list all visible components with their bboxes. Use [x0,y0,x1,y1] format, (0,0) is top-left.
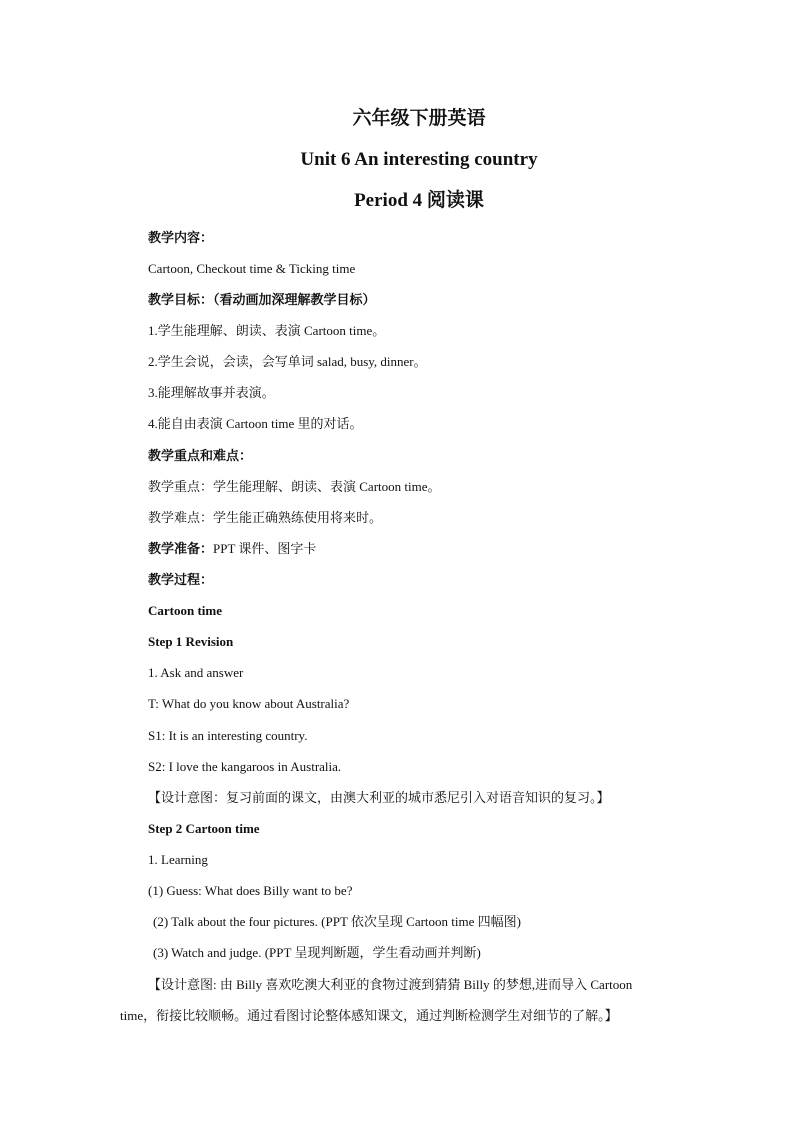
section-title: Cartoon time [148,603,223,618]
step2-design-note-line2: time，衔接比较顺畅。通过看图讨论整体感知课文，通过判断检测学生对细节的了解。】 [120,1008,618,1023]
objective-item: 2.学生会说，会读，会写单词 salad, busy, dinner。 [148,354,427,369]
dialogue-line: T: What do you know about Australia? [148,696,350,711]
content-text: Cartoon, Checkout time & Ticking time [148,261,356,276]
keypoint-focus: 教学重点：学生能理解、朗读、表演 Cartoon time。 [148,479,441,494]
dialogue-line: S1: It is an interesting country. [148,728,308,743]
step2-sub: 1. Learning [148,852,208,867]
step1-title: Step 1 Revision [148,634,234,649]
content-label: 教学内容： [148,230,214,245]
preparation-label: 教学准备： [148,541,214,556]
preparation-line [148,540,316,558]
step2-item: (2) Talk about the four pictures. (PPT 依次呈现 Cartoon time 四幅图) [153,914,521,929]
objective-item: 4.能自由表演 Cartoon time 里的对话。 [148,416,363,431]
grade-title: 六年级下册英语 [352,108,486,129]
process-label: 教学过程： [148,572,214,587]
unit-title: Unit 6 An interesting country [300,149,538,170]
keypoint-difficulty: 教学难点：学生能正确熟练使用将来时。 [148,510,383,525]
objective-item: 1.学生能理解、朗读、表演 Cartoon time。 [148,323,386,338]
step1-sub: 1. Ask and answer [148,665,244,680]
dialogue-line: S2: I love the kangaroos in Australia. [148,759,342,774]
keypoints-label: 教学重点和难点： [148,448,253,463]
objectives-label: 教学目标：（看动画加深理解教学目标） [148,292,376,307]
step2-item: (3) Watch and judge. (PPT 呈现判断题，学生看动画并判断) [153,945,481,960]
period-title: Period 4 阅读课 [354,190,484,211]
step1-design-note: 【设计意图：复习前面的课文，由澳大利亚的城市悉尼引入对语音知识的复习。】 [148,790,610,805]
preparation-text: PPT 课件、图字卡 [213,541,317,556]
objective-item: 3.能理解故事并表演。 [148,385,275,400]
step2-item: (1) Guess: What does Billy want to be? [148,883,353,898]
step2-title: Step 2 Cartoon time [148,821,260,836]
step2-design-note-line1: 【设计意图: 由 Billy 喜欢吃澳大利亚的食物过渡到猜猜 Billy 的梦想,进而导入 Cartoon [148,977,633,992]
